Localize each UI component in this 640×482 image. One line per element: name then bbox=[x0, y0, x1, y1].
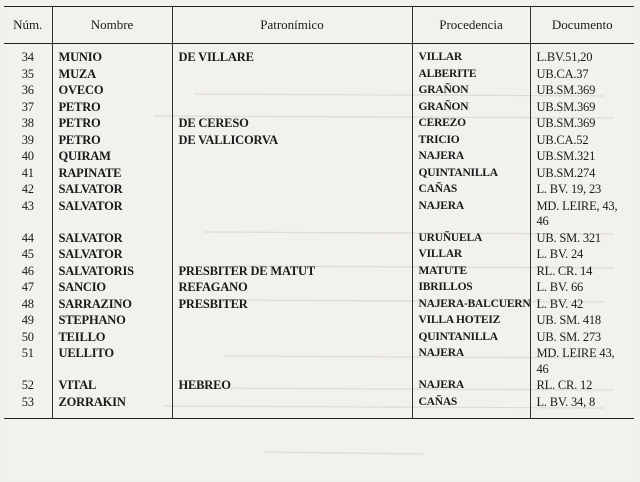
cell-num: 45 bbox=[21, 247, 34, 261]
cell-num: 52 bbox=[21, 378, 34, 392]
table-row bbox=[4, 394, 634, 419]
cell-procedencia: MATUTE bbox=[412, 263, 530, 280]
cell-num: 47 bbox=[21, 280, 34, 294]
cell-documento: L. BV. 42 bbox=[530, 296, 634, 313]
cell-patronimico bbox=[172, 329, 412, 346]
cell-nombre: PETRO bbox=[52, 115, 172, 132]
cell-num: 48 bbox=[21, 296, 34, 311]
cell-nombre: SARRAZINO bbox=[52, 296, 172, 313]
table-row bbox=[4, 246, 634, 263]
cell-procedencia: CAÑAS bbox=[412, 181, 530, 198]
cell-nombre: SALVATOR bbox=[52, 181, 172, 198]
table-row bbox=[4, 44, 634, 66]
table-row bbox=[4, 148, 634, 165]
cell-num: 36 bbox=[21, 83, 34, 97]
cell-procedencia: NAJERA-BALCUERN bbox=[412, 296, 530, 313]
cell-procedencia: NAJERA bbox=[412, 345, 530, 377]
cell-documento: L. BV. 24 bbox=[530, 246, 634, 263]
cell-documento: RL. CR. 12 bbox=[530, 377, 634, 394]
header-patronimico: Patronímico bbox=[172, 7, 412, 44]
cell-documento: L. BV. 66 bbox=[530, 279, 634, 296]
cell-procedencia: GRAÑON bbox=[412, 82, 530, 99]
cell-num: 50 bbox=[21, 329, 34, 344]
cell-num: 49 bbox=[21, 313, 34, 327]
cell-nombre: PETRO bbox=[52, 132, 172, 149]
cell-procedencia: NAJERA bbox=[412, 148, 530, 165]
cell-num: 51 bbox=[21, 346, 34, 360]
cell-procedencia: IBRILLOS bbox=[412, 279, 530, 296]
cell-patronimico bbox=[172, 312, 412, 329]
cell-patronimico bbox=[172, 394, 412, 419]
cell-procedencia: TRICIO bbox=[412, 132, 530, 149]
cell-documento: UB. SM. 418 bbox=[530, 312, 634, 329]
cell-procedencia: QUINTANILLA bbox=[412, 329, 530, 346]
cell-num: 38 bbox=[21, 116, 34, 130]
cell-documento: UB.SM.274 bbox=[530, 165, 634, 182]
cell-patronimico bbox=[172, 99, 412, 116]
cell-documento: MD. LEIRE, 43, 46 bbox=[530, 198, 634, 230]
cell-procedencia: QUINTANILLA bbox=[412, 165, 530, 182]
header-row bbox=[4, 7, 634, 44]
cell-documento: MD. LEIRE 43, 46 bbox=[530, 345, 634, 377]
cell-nombre: SANCIO bbox=[52, 279, 172, 296]
cell-procedencia: NAJERA bbox=[412, 377, 530, 394]
document-page bbox=[4, 4, 634, 478]
cell-patronimico: DE VILLARE bbox=[172, 44, 412, 66]
cell-nombre: MUZA bbox=[52, 66, 172, 83]
table-row bbox=[4, 329, 634, 346]
cell-patronimico bbox=[172, 345, 412, 377]
cell-nombre: SALVATORIS bbox=[52, 263, 172, 280]
cell-patronimico: DE VALLICORVA bbox=[172, 132, 412, 149]
table-row bbox=[4, 115, 634, 132]
cell-patronimico: PRESBITER bbox=[172, 296, 412, 313]
table-row bbox=[4, 230, 634, 247]
cell-num: 53 bbox=[4, 394, 52, 419]
cell-documento: UB. SM. 273 bbox=[530, 329, 634, 346]
table-row bbox=[4, 181, 634, 198]
cell-patronimico bbox=[172, 198, 412, 230]
cell-procedencia: VILLAR bbox=[412, 246, 530, 263]
cell-patronimico bbox=[172, 246, 412, 263]
cell-procedencia: VILLA HOTEIZ bbox=[412, 312, 530, 329]
cell-documento: L.BV.51,20 bbox=[530, 44, 634, 66]
cell-nombre: OVECO bbox=[52, 82, 172, 99]
table-row bbox=[4, 377, 634, 394]
cell-patronimico bbox=[172, 181, 412, 198]
cell-num: 42 bbox=[21, 182, 34, 196]
cell-procedencia: URUÑUELA bbox=[412, 230, 530, 247]
table-row bbox=[4, 165, 634, 182]
cell-documento: L. BV. 34, 8 bbox=[530, 394, 634, 419]
cell-patronimico: DE CERESO bbox=[172, 115, 412, 132]
cell-num: 40 bbox=[21, 149, 34, 163]
cell-documento: UB.CA.52 bbox=[530, 132, 634, 149]
cell-documento: UB.SM.369 bbox=[530, 115, 634, 132]
cell-patronimico: PRESBITER DE MATUT bbox=[172, 263, 412, 280]
cell-nombre: QUIRAM bbox=[52, 148, 172, 165]
table-body bbox=[4, 44, 634, 419]
cell-nombre: PETRO bbox=[52, 99, 172, 116]
cell-documento: UB. SM. 321 bbox=[530, 230, 634, 247]
cell-patronimico bbox=[172, 230, 412, 247]
cell-procedencia: GRAÑON bbox=[412, 99, 530, 116]
cell-patronimico: HEBREO bbox=[172, 377, 412, 394]
cell-num: 35 bbox=[21, 66, 34, 81]
cell-documento: UB.CA.37 bbox=[530, 66, 634, 83]
cell-nombre: RAPINATE bbox=[52, 165, 172, 182]
table-row bbox=[4, 312, 634, 329]
cell-patronimico: REFAGANO bbox=[172, 279, 412, 296]
cell-nombre: SALVATOR bbox=[52, 230, 172, 247]
cell-procedencia: VILLAR bbox=[412, 44, 530, 66]
cell-procedencia: NAJERA bbox=[412, 198, 530, 230]
cell-patronimico bbox=[172, 66, 412, 83]
cell-procedencia: ALBERITE bbox=[412, 66, 530, 83]
cell-nombre: VITAL bbox=[52, 377, 172, 394]
table-row bbox=[4, 263, 634, 280]
cell-num: 39 bbox=[21, 132, 34, 147]
cell-documento: L. BV. 19, 23 bbox=[530, 181, 634, 198]
cell-num: 34 bbox=[21, 50, 34, 64]
table-row bbox=[4, 132, 634, 149]
cell-nombre: ZORRAKIN bbox=[52, 394, 172, 419]
cell-procedencia: CEREZO bbox=[412, 115, 530, 132]
cell-patronimico bbox=[172, 165, 412, 182]
table-row bbox=[4, 198, 634, 230]
table-row bbox=[4, 296, 634, 313]
header-num: Núm. bbox=[4, 7, 52, 44]
cell-nombre: STEPHANO bbox=[52, 312, 172, 329]
cell-num: 41 bbox=[21, 165, 34, 180]
cell-num: 37 bbox=[21, 99, 34, 114]
cell-documento: UB.SM.369 bbox=[530, 82, 634, 99]
cell-patronimico bbox=[172, 82, 412, 99]
cell-documento: RL. CR. 14 bbox=[530, 263, 634, 280]
names-table bbox=[4, 6, 634, 419]
cell-num: 46 bbox=[21, 263, 34, 278]
cell-nombre: UELLITO bbox=[52, 345, 172, 377]
table-row bbox=[4, 82, 634, 99]
cell-patronimico bbox=[172, 148, 412, 165]
cell-nombre: SALVATOR bbox=[52, 246, 172, 263]
cell-nombre: TEILLO bbox=[52, 329, 172, 346]
table-row bbox=[4, 279, 634, 296]
header-documento: Documento bbox=[530, 7, 634, 44]
cell-documento: UB.SM.321 bbox=[530, 148, 634, 165]
header-nombre: Nombre bbox=[52, 7, 172, 44]
cell-procedencia: CAÑAS bbox=[412, 394, 530, 419]
table-header bbox=[4, 7, 634, 44]
cell-num: 43 bbox=[21, 198, 34, 213]
cell-documento: UB.SM.369 bbox=[530, 99, 634, 116]
cell-nombre: MUNIO bbox=[52, 44, 172, 66]
cell-num: 44 bbox=[21, 230, 34, 245]
table-row bbox=[4, 99, 634, 116]
header-procedencia: Procedencia bbox=[412, 7, 530, 44]
table-row bbox=[4, 66, 634, 83]
table-row bbox=[4, 345, 634, 377]
cell-nombre: SALVATOR bbox=[52, 198, 172, 230]
